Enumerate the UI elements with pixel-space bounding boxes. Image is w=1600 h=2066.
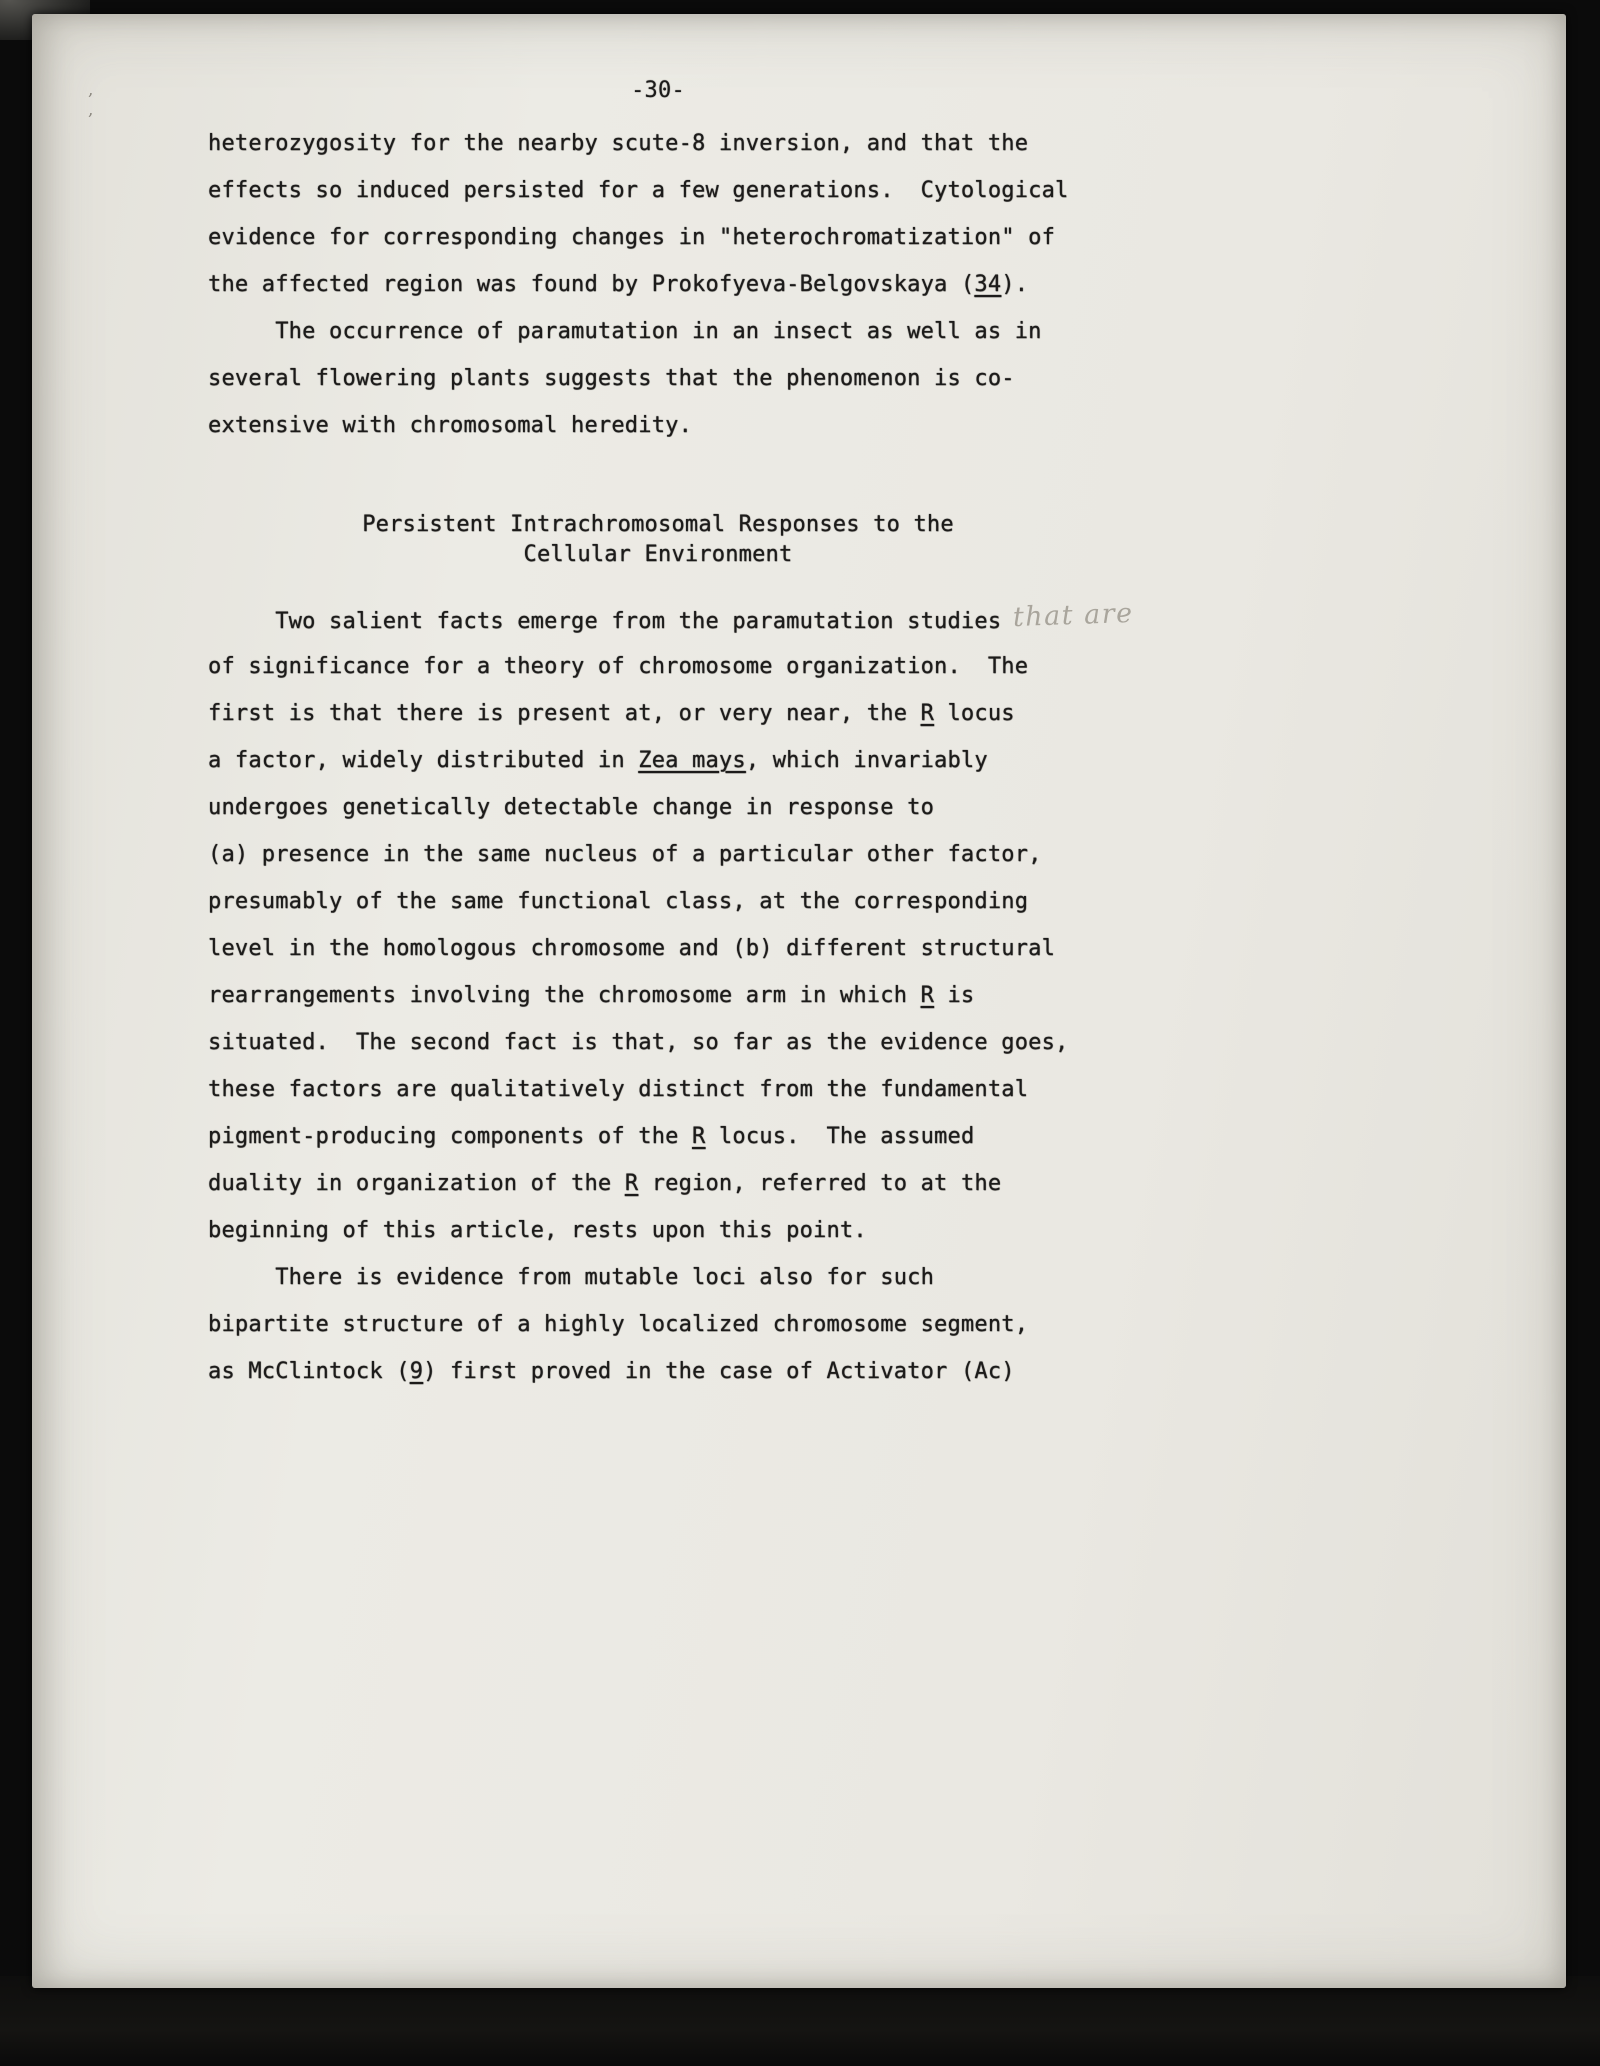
- text-line: (a) presence in the same nucleus of a particular other factor,: [208, 842, 1042, 867]
- text-line: Cellular Environment: [523, 542, 793, 567]
- text-line: level in the homologous chromosome and (b) different structural: [208, 936, 1056, 961]
- text-line: presumably of the same functional class, at the corresponding: [208, 889, 1029, 914]
- text-line: these factors are qualitatively distinct from the fundamental: [208, 1077, 1029, 1102]
- text-line: pigment-producing components of the R locus. The assumed: [208, 1124, 975, 1149]
- text-line: effects so induced persisted for a few generations. Cytological: [208, 178, 1069, 203]
- text-line: beginning of this article, rests upon this point.: [208, 1218, 867, 1243]
- stray-mark: , ,: [88, 80, 152, 120]
- text-line: There is evidence from mutable loci also for such: [208, 1265, 935, 1290]
- text-line: bipartite structure of a highly localized chromosome segment,: [208, 1312, 1029, 1337]
- underlined-text: R: [692, 1124, 706, 1149]
- text-line: heterozygosity for the nearby scute-8 inversion, and that the: [208, 131, 1029, 156]
- text-line: first is that there is present at, or very near, the R locus: [208, 701, 1015, 726]
- underlined-text: R: [920, 983, 935, 1008]
- text-line: as McClintock (9) first proved in the case of Activator (Ac): [208, 1359, 1015, 1384]
- text-line: several flowering plants suggests that the phenomenon is co-: [208, 366, 1015, 391]
- section-heading: [208, 510, 1108, 570]
- paragraph: [208, 120, 1108, 308]
- text-line: a factor, widely distributed in Zea mays, which invariably: [208, 748, 988, 773]
- text-column: [208, 76, 1135, 1395]
- text-line: The occurrence of paramutation in an insect as well as in: [208, 319, 1042, 344]
- text-line: Two salient facts emerge from the paramutation studies that are: [208, 596, 1108, 643]
- underlined-text: Zea mays: [638, 748, 746, 773]
- text-line: rearrangements involving the chromosome arm in which R is: [208, 983, 975, 1008]
- paragraph: [208, 596, 1135, 1254]
- text-line: Persistent Intrachromosomal Responses to the: [362, 512, 954, 537]
- underlined-text: R: [920, 701, 935, 726]
- text-blocks: [208, 120, 1135, 1395]
- page-number: -30-: [631, 78, 685, 103]
- text-line: of significance for a theory of chromosome organization. The: [208, 654, 1029, 679]
- text-line: undergoes genetically detectable change in response to: [208, 795, 935, 820]
- text-line: extensive with chromosomal heredity.: [208, 413, 693, 438]
- scanner-bottom-shadow: [0, 1976, 1600, 2066]
- paragraph: [208, 308, 1108, 449]
- handwritten-annotation: that are: [1012, 597, 1135, 634]
- paragraph: [208, 1254, 1108, 1395]
- page: [32, 14, 1566, 1988]
- underlined-text: R: [624, 1171, 639, 1196]
- text-line: situated. The second fact is that, so far as the evidence goes,: [208, 1030, 1069, 1055]
- text-line: the affected region was found by Prokofyeva-Belgovskaya (34).: [208, 272, 1029, 297]
- text-line: duality in organization of the R region, referred to at the: [208, 1171, 1002, 1196]
- underlined-text: 9: [409, 1359, 424, 1384]
- text-line: evidence for corresponding changes in "heterochromatization" of: [208, 225, 1056, 250]
- underlined-text: 34: [974, 272, 1002, 297]
